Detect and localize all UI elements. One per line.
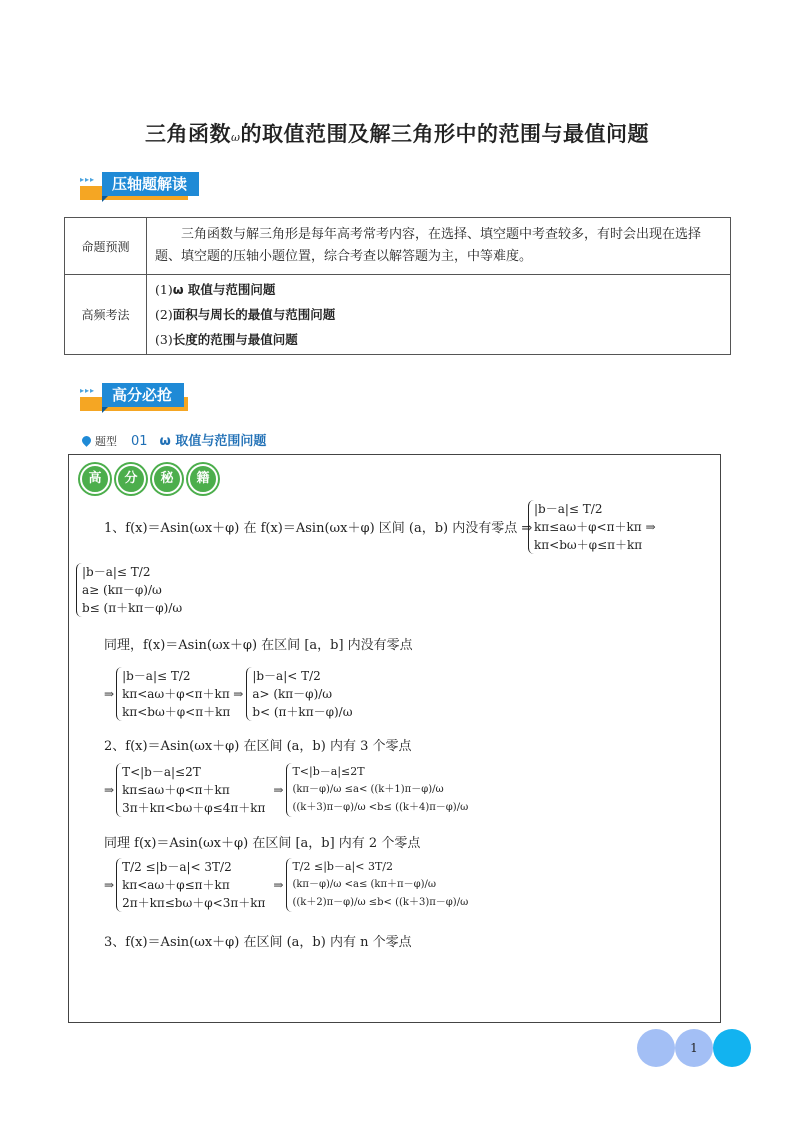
badge: 分	[116, 464, 146, 494]
item-1-text: 1、f(x)＝Asin(ωx＋φ) 在 f(x)＝Asin(ωx＋φ) 区间 (a，b) 内没有零点 ⇒	[104, 521, 533, 536]
badge: 籍	[188, 464, 218, 494]
exam-point: (1)ω 取值与范围问题	[155, 282, 276, 297]
decor-circle	[637, 1029, 675, 1067]
page-title: 三角函数ω的取值范围及解三角形中的范围与最值问题	[145, 121, 649, 146]
system-5: T<|b－a|≤2T kπ≤aω＋φ<π＋kπ 3π＋kπ<bω＋φ≤4π＋kπ	[116, 763, 265, 817]
table-row-frequent	[65, 275, 731, 355]
page-number: 1	[675, 1029, 713, 1067]
system-2: |b－a|≤ T/2 a≥ (kπ－φ)/ω b≤ (π＋kπ－φ)/ω	[76, 563, 182, 617]
row-head-frequent: 高频考法	[65, 275, 147, 355]
system-7: T/2 ≤|b－a|< 3T/2 kπ<aω＋φ≤π＋kπ 2π＋kπ≤bω＋φ<3π＋kπ	[116, 858, 265, 912]
section-banner-must-score: ▸▸▸ 高分必抢	[80, 383, 280, 413]
row-head-prediction: 命题预测	[65, 218, 147, 275]
question-type-heading: 题型 01 ω 取值与范围问题	[82, 430, 266, 449]
tongli-2: 同理 f(x)＝Asin(ωx＋φ) 在区间 [a，b] 内有 2 个零点	[104, 836, 421, 851]
system-1: |b－a|≤ T/2 kπ≤aω＋φ<π＋kπ ⇒ kπ<bω＋φ≤π＋kπ	[528, 500, 656, 554]
system-3: |b－a|≤ T/2 kπ<aω＋φ<π＋kπ kπ<bω＋φ<π＋kπ	[116, 667, 230, 721]
secret-badges	[80, 464, 218, 494]
exam-point: (3)长度的范围与最值问题	[155, 332, 298, 347]
section-banner-interpretation: ▸▸▸ 压轴题解读	[80, 172, 280, 202]
item-3-text: 3、f(x)＝Asin(ωx＋φ) 在区间 (a，b) 内有 n 个零点	[104, 935, 412, 950]
system-4: |b－a|< T/2 a> (kπ－φ)/ω b< (π＋kπ－φ)/ω	[246, 667, 352, 721]
table-row-prediction	[65, 218, 731, 275]
system-7-row: ⇒ T/2 ≤|b－a|< 3T/2 kπ<aω＋φ≤π＋kπ 2π＋kπ≤bω＋φ<3π＋kπ ⇒ T/2 ≤|b－a|< 3T/2 (kπ－φ)/ω <a≤ (kπ＋π－φ)/ω ((k＋2)π－φ)/ω ≤b< ((k＋3)π－φ)/ω	[104, 860, 469, 910]
badge: 秘	[152, 464, 182, 494]
exam-point: (2)面积与周长的最值与范围问题	[155, 307, 336, 322]
location-pin-icon	[80, 434, 93, 447]
system-3-row: ⇒ |b－a|≤ T/2 kπ<aω＋φ<π＋kπ kπ<bω＋φ<π＋kπ ⇒ |b－a|< T/2 a> (kπ－φ)/ω b< (π＋kπ－φ)/ω	[104, 669, 353, 719]
row-body-frequent	[147, 275, 731, 355]
info-table	[64, 217, 731, 355]
system-5-row: ⇒ T<|b－a|≤2T kπ≤aω＋φ<π＋kπ 3π＋kπ<bω＋φ≤4π＋kπ ⇒ T<|b－a|≤2T (kπ－φ)/ω ≤a< ((k＋1)π－φ)/ω ((k＋3)π－φ)/ω <b≤ ((k＋4)π－φ)/ω	[104, 765, 469, 815]
badge: 高	[80, 464, 110, 494]
row-body-prediction: 三角函数与解三角形是每年高考常考内容，在选择、填空题中考查较多，有时会出现在选择题、填空题的压轴小题位置，综合考查以解答题为主，中等难度。	[147, 218, 731, 275]
item-2-text: 2、f(x)＝Asin(ωx＋φ) 在区间 (a，b) 内有 3 个零点	[104, 739, 412, 754]
tongli-1: 同理，f(x)＝Asin(ωx＋φ) 在区间 [a，b] 内没有零点	[104, 638, 413, 653]
system-6: T<|b－a|≤2T (kπ－φ)/ω ≤a< ((k＋1)π－φ)/ω ((k＋3)π－φ)/ω <b≤ ((k＋4)π－φ)/ω	[286, 763, 468, 817]
system-8: T/2 ≤|b－a|< 3T/2 (kπ－φ)/ω <a≤ (kπ＋π－φ)/ω ((k＋2)π－φ)/ω ≤b< ((k＋3)π－φ)/ω	[286, 858, 468, 912]
decor-circle	[713, 1029, 751, 1067]
